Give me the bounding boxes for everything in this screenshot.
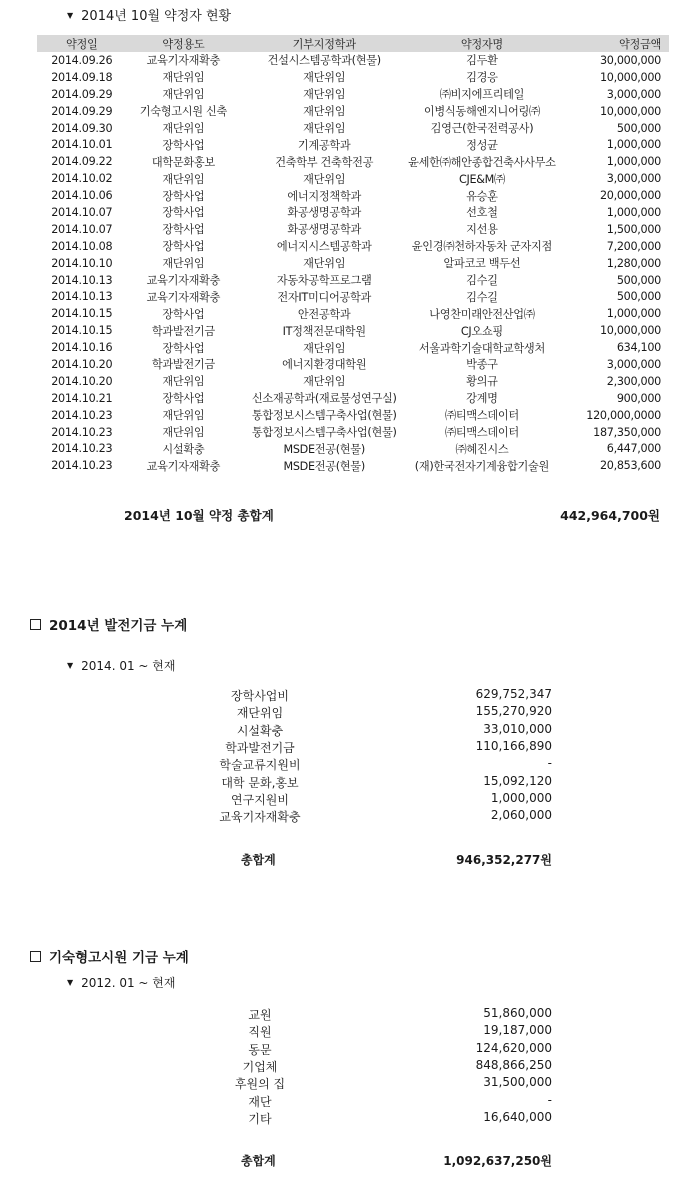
pledge-table-header <box>37 35 669 52</box>
dev-fund-period: ▼ 2014. 01 ~ 현재 <box>67 659 176 673</box>
cell-amount: 120,000,0000 <box>586 408 661 422</box>
cell-purpose: 재단위임 <box>162 257 205 271</box>
pledge-heading: ▼ 2014년 10월 약정자 현황 <box>67 9 232 24</box>
cell-amount: 187,350,000 <box>593 425 661 439</box>
pledge-table-body <box>37 52 669 474</box>
cell-purpose: 장학사업 <box>162 206 205 220</box>
cell-purpose: 교육기자재확충 <box>146 290 221 304</box>
cell-donor: CJE&M㈜ <box>458 172 505 186</box>
dev-fund-list <box>219 687 552 827</box>
cell-department: 통합정보시스템구축사업(현물) <box>251 426 397 440</box>
table-row <box>37 86 669 103</box>
cell-purpose: 대학문화홍보 <box>151 155 215 169</box>
fund-item-value: 51,860,000 <box>483 1006 552 1020</box>
cell-amount: 10,000,000 <box>599 324 661 338</box>
cell-date: 2014.10.23 <box>51 425 113 439</box>
cell-purpose: 학과발전기금 <box>151 324 215 338</box>
cell-amount: 7,200,000 <box>606 239 661 253</box>
cell-date: 2014.10.08 <box>51 239 113 253</box>
table-row <box>37 221 669 238</box>
cell-date: 2014.09.29 <box>51 87 113 101</box>
fund-item-label: 재단위임 <box>236 706 284 721</box>
cell-donor: 김수길 <box>466 290 498 304</box>
fund-item-value: 15,092,120 <box>483 773 552 788</box>
cell-donor: 김경응 <box>466 71 498 85</box>
cell-donor: 김수길 <box>466 274 498 288</box>
cell-amount: 1,500,000 <box>606 222 661 236</box>
table-row <box>37 390 669 407</box>
cell-department: 안전공학과 <box>297 307 351 321</box>
fund-item-value: 16,640,000 <box>483 1109 552 1124</box>
cell-date: 2014.10.21 <box>51 391 113 405</box>
cell-donor: ㈜티맥스데이터 <box>444 409 519 423</box>
cell-amount: 1,000,000 <box>606 307 661 321</box>
fund-item-value: 848,866,250 <box>475 1057 552 1072</box>
cell-donor: 정성균 <box>466 138 498 152</box>
table-row <box>37 52 669 69</box>
cell-purpose: 교육기자재확충 <box>146 54 221 68</box>
cell-amount: 1,280,000 <box>606 256 661 270</box>
fund-item-label: 대학 문화,홍보 <box>221 775 299 790</box>
cell-purpose: 장학사업 <box>162 138 205 152</box>
cell-department: 기계공학과 <box>297 138 351 152</box>
cell-date: 2014.10.15 <box>51 324 113 338</box>
table-row <box>37 373 669 390</box>
fund-item-value: - <box>547 756 552 771</box>
fund-item-value: 155,270,920 <box>475 704 552 719</box>
cell-department: 건축학부 건축학전공 <box>275 155 374 169</box>
dorm-fund-title: 기숙형고시원 기금 누계 <box>30 946 189 966</box>
table-row <box>37 288 669 305</box>
cell-date: 2014.10.13 <box>51 290 113 304</box>
cell-amount: 10,000,000 <box>599 104 661 118</box>
col-header-purpose: 약정용도 <box>127 35 241 52</box>
fund-item-label: 학과발전기금 <box>225 740 295 755</box>
cell-department: 재단위임 <box>303 172 346 186</box>
cell-amount: 1,000,000 <box>606 155 661 169</box>
cell-department: 에너지환경대학원 <box>282 358 367 372</box>
cell-date: 2014.10.07 <box>51 222 113 236</box>
triangle-down-icon: ▼ <box>67 978 74 987</box>
cell-department: 전자IT미디어공학과 <box>277 290 371 304</box>
cell-department: 재단위임 <box>303 257 346 271</box>
fund-item-label: 후원의 집 <box>234 1077 286 1092</box>
table-row <box>37 170 669 187</box>
cell-purpose: 교육기자재확충 <box>146 459 221 473</box>
dorm-fund-total-label: 총합계 <box>241 1154 276 1168</box>
cell-amount: 500,000 <box>616 290 661 304</box>
cell-date: 2014.10.23 <box>51 459 113 473</box>
cell-amount: 20,000,000 <box>599 189 661 203</box>
cell-department: 통합정보시스템구축사업(현물) <box>251 409 397 423</box>
cell-department: 재단위임 <box>303 122 346 135</box>
cell-department: 신소재공학과(재료물성연구실) <box>251 392 397 406</box>
cell-date: 2014.10.10 <box>51 256 113 270</box>
cell-donor: 알파코코 백두선 <box>443 257 521 271</box>
fund-item-value: 2,060,000 <box>490 808 552 823</box>
dorm-fund-total-value: 1,092,637,250원 <box>443 1154 552 1168</box>
cell-donor: 나영찬미래안전산업㈜ <box>429 307 535 321</box>
cell-purpose: 교육기자재확충 <box>146 274 221 288</box>
cell-purpose: 재단위임 <box>162 409 205 423</box>
cell-donor: 강계명 <box>466 392 498 406</box>
dev-fund-title: 2014년 발전기금 누계 <box>30 614 187 634</box>
cell-purpose: 장학사업 <box>162 240 205 254</box>
cell-donor: CJ오쇼핑 <box>460 324 503 338</box>
cell-donor: 황의규 <box>466 375 498 389</box>
fund-item-value: 1,000,000 <box>490 790 552 805</box>
cell-purpose: 장학사업 <box>162 392 205 406</box>
pledge-table <box>37 35 669 474</box>
cell-amount: 30,000,000 <box>599 53 661 67</box>
cell-donor: ㈜티맥스데이터 <box>444 426 519 440</box>
table-row <box>37 457 669 474</box>
square-outline-icon <box>30 951 41 962</box>
cell-purpose: 학과발전기금 <box>151 358 215 372</box>
dev-fund-total-value: 946,352,277원 <box>456 853 552 867</box>
cell-date: 2014.10.01 <box>51 138 113 152</box>
cell-purpose: 재단위임 <box>162 122 205 135</box>
cell-purpose: 장학사업 <box>162 223 205 237</box>
cell-date: 2014.09.18 <box>51 70 113 84</box>
cell-purpose: 장학사업 <box>162 341 205 355</box>
cell-department: 에너지시스템공학과 <box>276 240 372 254</box>
cell-department: 건설시스템공학과(현물) <box>267 54 381 68</box>
table-row <box>37 305 669 322</box>
triangle-down-icon: ▼ <box>67 661 74 670</box>
table-row <box>37 322 669 339</box>
cell-date: 2014.10.02 <box>51 172 113 186</box>
cell-purpose: 재단위임 <box>162 71 205 85</box>
dorm-fund-list <box>234 1006 552 1126</box>
fund-item-value: 19,187,000 <box>483 1023 552 1038</box>
fund-item-label: 직원 <box>248 1025 272 1040</box>
fund-item-label: 기타 <box>248 1111 272 1126</box>
cell-department: 재단위임 <box>303 105 346 119</box>
cell-donor: (재)한국전자기계융합기술원 <box>414 459 550 473</box>
table-row <box>37 424 669 441</box>
fund-item-value: 31,500,000 <box>483 1075 552 1090</box>
table-row <box>37 187 669 204</box>
cell-purpose: 재단위임 <box>162 375 205 389</box>
fund-item-value: - <box>547 1092 552 1107</box>
cell-purpose: 장학사업 <box>162 307 205 321</box>
table-row <box>37 153 669 170</box>
fund-item-label: 장학사업비 <box>231 689 289 703</box>
cell-amount: 1,000,000 <box>606 205 661 219</box>
cell-donor: 윤인경㈜천하자동차 군자지점 <box>411 240 553 254</box>
cell-purpose: 재단위임 <box>162 88 205 102</box>
cell-donor: 이병식동해엔지니어링㈜ <box>423 105 540 119</box>
cell-amount: 1,000,000 <box>606 138 661 152</box>
fund-item-label: 교원 <box>248 1008 272 1022</box>
fund-item-label: 기업체 <box>242 1059 278 1074</box>
cell-amount: 3,000,000 <box>606 172 661 186</box>
cell-donor: 박종구 <box>466 358 498 372</box>
cell-date: 2014.10.15 <box>51 307 113 321</box>
cell-department: 재단위임 <box>303 88 346 102</box>
cell-amount: 10,000,000 <box>599 70 661 84</box>
col-header-donor: 약정자명 <box>408 35 555 52</box>
fund-item-value: 110,166,890 <box>475 738 552 753</box>
pledge-total-label: 2014년 10월 약정 총합계 <box>124 508 274 523</box>
cell-department: 화공생명공학과 <box>287 223 361 237</box>
cell-date: 2014.09.29 <box>51 104 113 118</box>
fund-item-value: 124,620,000 <box>475 1040 552 1055</box>
cell-department: 자동차공학프로그램 <box>276 274 372 288</box>
table-row <box>37 272 669 289</box>
table-row <box>37 204 669 221</box>
cell-department: 재단위임 <box>303 71 346 85</box>
fund-item-label: 동문 <box>248 1042 272 1057</box>
table-row <box>37 440 669 457</box>
fund-item-label: 교육기자재확충 <box>219 810 301 825</box>
cell-donor: ㈜혜진시스 <box>455 442 509 456</box>
fund-item-label: 시설확충 <box>236 723 284 738</box>
table-row <box>37 339 669 356</box>
cell-amount: 6,447,000 <box>606 442 661 456</box>
cell-department: 재단위임 <box>303 375 346 389</box>
cell-date: 2014.09.22 <box>51 155 113 169</box>
cell-department: IT정책전문대학원 <box>282 324 366 338</box>
col-header-amount: 약정금액 <box>556 35 669 52</box>
pledge-total-value: 442,964,700원 <box>560 508 660 523</box>
col-header-department: 기부지정학과 <box>240 35 408 52</box>
triangle-down-icon: ▼ <box>67 11 74 20</box>
fund-item-label: 재단 <box>248 1094 272 1109</box>
table-row <box>37 136 669 153</box>
cell-donor: ㈜비지에프리테일 <box>439 88 525 102</box>
table-row <box>37 120 669 137</box>
cell-date: 2014.10.13 <box>51 273 113 287</box>
cell-date: 2014.10.23 <box>51 442 113 456</box>
cell-amount: 500,000 <box>616 273 661 287</box>
dorm-fund-period: ▼ 2012. 01 ~ 현재 <box>67 976 176 990</box>
cell-donor: 서울과학기술대학교학생처 <box>418 341 545 355</box>
fund-item-value: 629,752,347 <box>475 687 552 701</box>
cell-date: 2014.10.20 <box>51 357 113 371</box>
cell-department: 에너지정책학과 <box>287 189 361 203</box>
table-row <box>37 238 669 255</box>
table-row <box>37 407 669 424</box>
cell-amount: 634,100 <box>616 341 661 355</box>
cell-donor: 유승훈 <box>466 189 498 203</box>
cell-amount: 900,000 <box>616 391 661 405</box>
fund-item-label: 연구지원비 <box>231 792 289 807</box>
cell-date: 2014.10.23 <box>51 408 113 422</box>
table-row <box>37 103 669 120</box>
square-outline-icon <box>30 619 41 630</box>
cell-donor: 선호철 <box>466 206 498 220</box>
fund-item-value: 33,010,000 <box>483 721 552 736</box>
cell-purpose: 장학사업 <box>162 189 205 203</box>
cell-date: 2014.10.20 <box>51 374 113 388</box>
cell-donor: 김두환 <box>466 54 498 68</box>
cell-department: MSDE전공(현물) <box>283 442 365 456</box>
cell-date: 2014.10.07 <box>51 205 113 219</box>
cell-department: 재단위임 <box>303 341 346 355</box>
cell-amount: 3,000,000 <box>606 87 661 101</box>
table-row <box>37 69 669 86</box>
cell-purpose: 재단위임 <box>162 172 205 186</box>
table-row <box>37 255 669 272</box>
fund-item-label: 학술교류지원비 <box>219 758 301 773</box>
cell-department: 화공생명공학과 <box>287 206 361 220</box>
cell-date: 2014.10.06 <box>51 189 113 203</box>
cell-amount: 20,853,600 <box>599 459 661 473</box>
cell-amount: 2,300,000 <box>606 374 661 388</box>
cell-amount: 3,000,000 <box>606 357 661 371</box>
cell-purpose: 시설확충 <box>162 442 205 456</box>
cell-donor: 지선용 <box>466 223 498 237</box>
cell-donor: 김영근(한국전력공사) <box>430 122 534 135</box>
cell-date: 2014.09.26 <box>51 53 113 67</box>
cell-purpose: 기숙형고시원 신축 <box>139 105 228 119</box>
table-row <box>37 356 669 373</box>
cell-date: 2014.09.30 <box>51 121 113 135</box>
cell-department: MSDE전공(현물) <box>283 459 365 473</box>
cell-amount: 500,000 <box>616 121 661 135</box>
cell-donor: 윤세한㈜해안종합건축사사무소 <box>408 155 556 169</box>
cell-date: 2014.10.16 <box>51 341 113 355</box>
dev-fund-total-label: 총합계 <box>241 853 276 867</box>
cell-purpose: 재단위임 <box>162 426 205 440</box>
col-header-date: 약정일 <box>37 35 127 52</box>
